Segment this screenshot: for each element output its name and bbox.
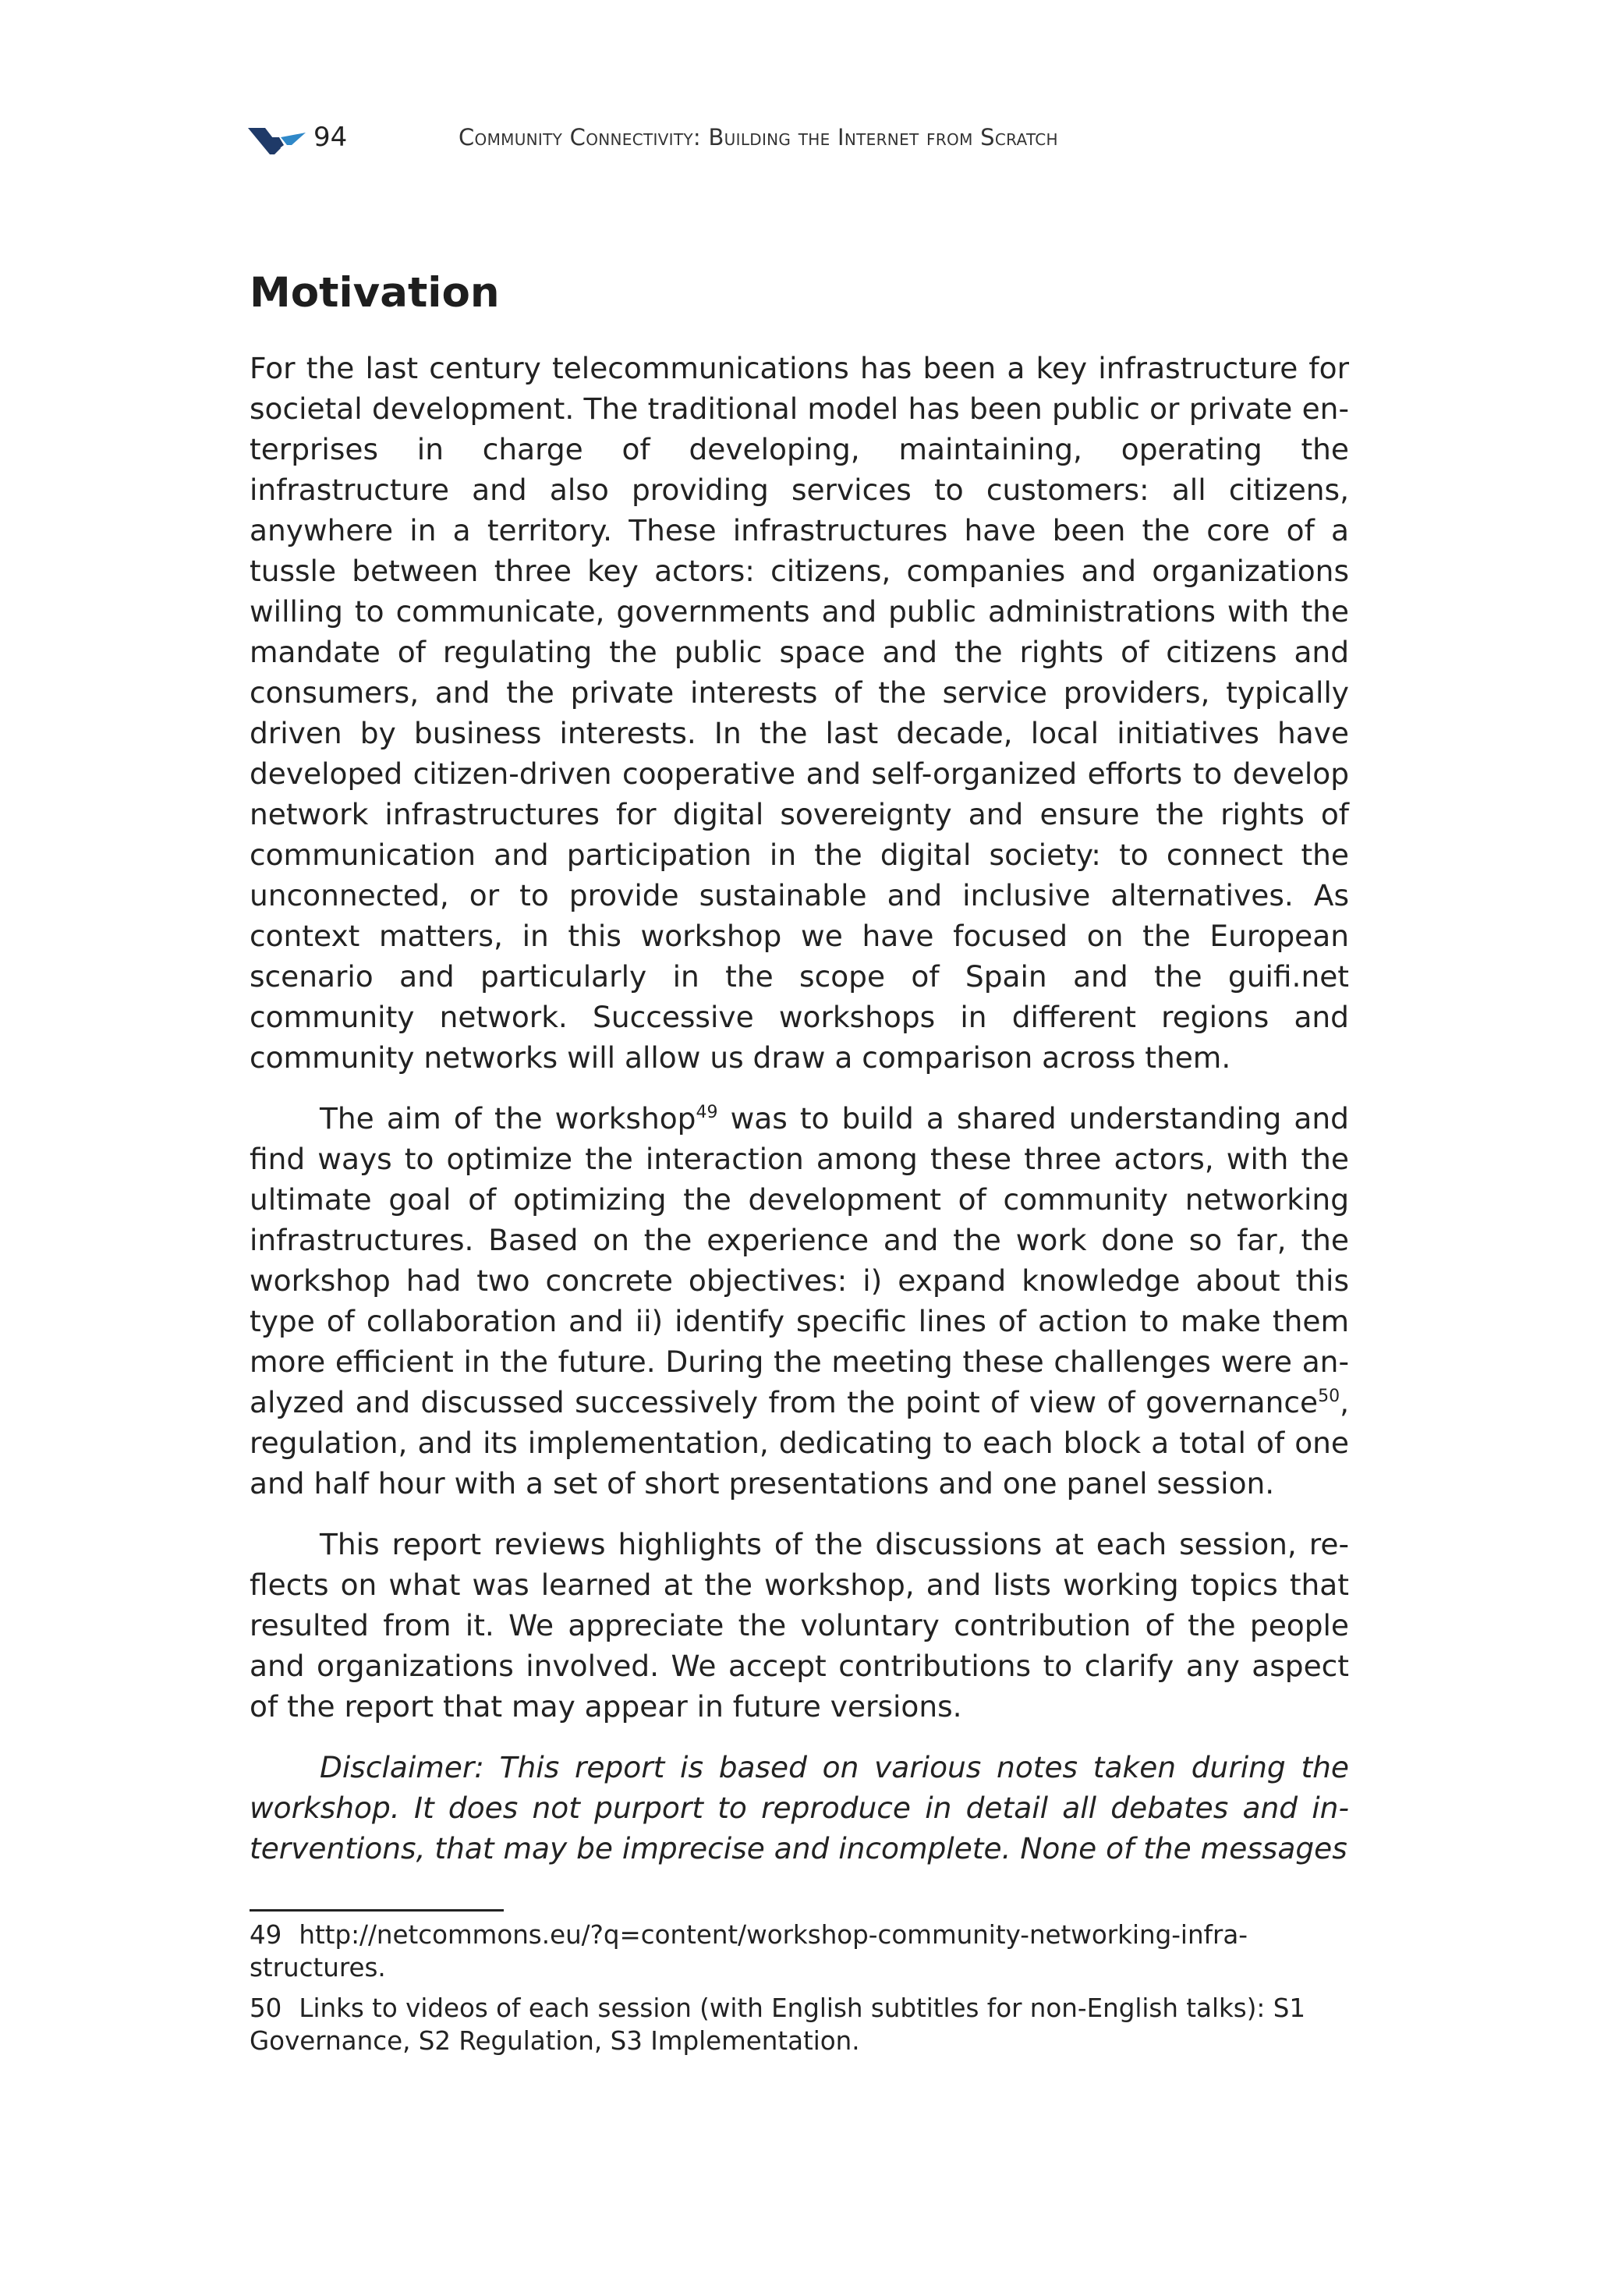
footnote-link[interactable]: http://netcommons.eu/?q=content/workshop-community-networking-infra-structures. [250, 1920, 1248, 1982]
paragraph-2-part-c: , regulation, and its implementation, dedicating to each block a total of one and half hour with a set of short presentations and one panel session. [250, 1385, 1349, 1501]
section-heading: Motivation [250, 268, 500, 317]
paragraph-disclaimer: Disclaimer: This report is based on various notes taken during the workshop. It does not purport to reproduce in detail all debates and interventions, that may be imprecise and incomplete. None of the messages [250, 1750, 1349, 1866]
paragraph-1: For the last century telecommunications has been a key infrastructure for societal development. The traditional model has been public or private enterprises in charge of developing, maintaining, operating the infrastructure and also providing services to customers: all citizens, anywhere in a territory. These infrastructures have been the core of a tussle between three key actors: citizens, companies and organizations willing to communicate, governments and public administrations with the mandate of regulating the public space and the rights of citizens and consumers, and the private interests of the service providers, typically driven by business interests. In the last decade, local initiatives have developed citizen-driven cooperative and self-organized efforts to develop network infrastructures for digital sovereignty and ensure the rights of communication and participation in the digital society: to connect the unconnected, or to provide sustainable and inclusive alternatives. As context matters, in this workshop we have focused on the European scenario and particularly in the scope of Spain and the guifi.net community network. Successive workshops in different regions and community networks will allow us draw a comparison across them. [250, 351, 1349, 1075]
footnote-number: 49 [250, 1920, 282, 1950]
footnote-49 [250, 1919, 1349, 1984]
page-number: 94 [313, 122, 348, 153]
running-title: Community Connectivity: Building the Internet from Scratch [459, 124, 1058, 151]
footnotes [250, 1919, 1349, 2065]
footnote-divider [250, 1909, 504, 1912]
paragraph-2 [250, 1098, 1349, 1504]
footnote-ref-49[interactable]: 49 [696, 1103, 718, 1122]
publisher-logo-icon [248, 128, 306, 154]
paragraph-3: This report reviews highlights of the discussions at each session, reflects on what was learned at the workshop, and lists working topics that resulted from it. We appreciate the voluntary contribution of the people and organizations involved. We accept contributions to clarify any aspect of the report that may appear in future versions. [250, 1527, 1349, 1724]
footnote-text: Links to videos of each session (with English subtitles for non-English talks): S1 Governance, S2 Regulation, S3 Implementation. [250, 1993, 1305, 2056]
paragraph-2-part-b: was to build a shared understanding and find ways to optimize the interaction among these three actors, with the ultimate goal of optimizing the development of community networking infrastructures. Based on the experience and the work done so far, the workshop had two concrete objectives: i) expand knowledge about this type of collaboration and ii) identify specific lines of action to make them more efficient in the future. During the meeting these challenges were analyzed and discussed successively from the point of view of governance [250, 1101, 1349, 1419]
page-header [248, 115, 1347, 162]
paragraph-2-part-a: The aim of the workshop [320, 1101, 696, 1136]
footnote-ref-50[interactable]: 50 [1318, 1387, 1340, 1406]
body-text [250, 348, 1349, 1889]
footnote-number: 50 [250, 1993, 282, 2023]
footnote-50 [250, 1992, 1349, 2057]
